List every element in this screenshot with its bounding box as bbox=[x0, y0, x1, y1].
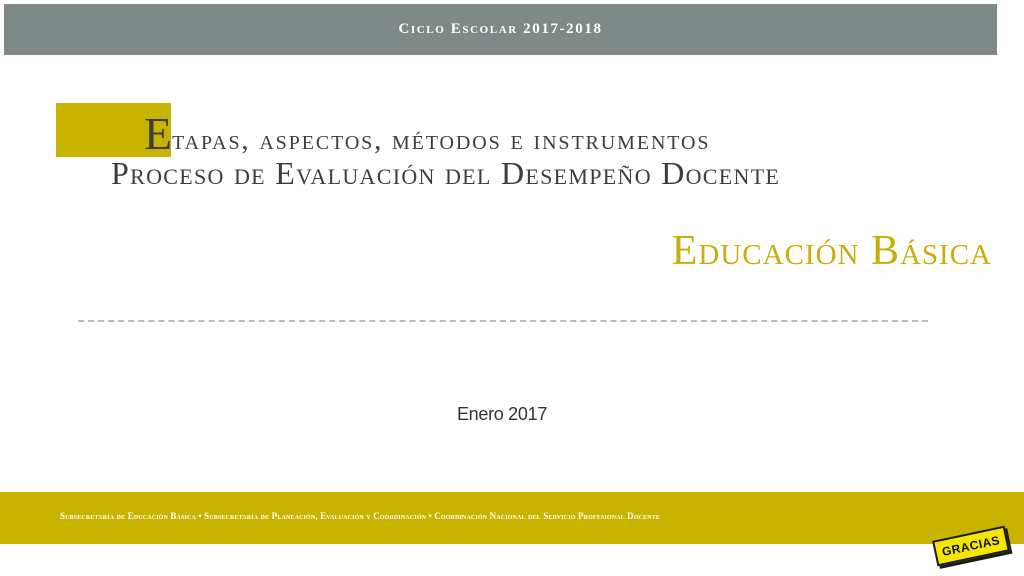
title-drop-cap: E bbox=[144, 108, 173, 159]
school-cycle-label: Ciclo Escolar 2017-2018 bbox=[398, 21, 603, 37]
header-bar bbox=[4, 4, 997, 55]
dashed-divider bbox=[78, 320, 928, 322]
subtitle: Educación Básica bbox=[671, 228, 992, 274]
document-date: Enero 2017 bbox=[456, 404, 548, 424]
thanks-badge-label: GRACIAS bbox=[940, 533, 1002, 559]
footer-bar bbox=[0, 492, 1024, 544]
title-line-1-text: tapas, aspectos, métodos e instrumentos bbox=[172, 125, 711, 156]
footer-institutions: Subsecretaría de Educación Básica • Subsecretaría de Planeación, Evaluación y Coordinación • Coordinación Nacional del Servicio Profesional Docente bbox=[60, 511, 661, 521]
title-line-2: Proceso de Evaluación del Desempeño Docente bbox=[111, 155, 781, 191]
